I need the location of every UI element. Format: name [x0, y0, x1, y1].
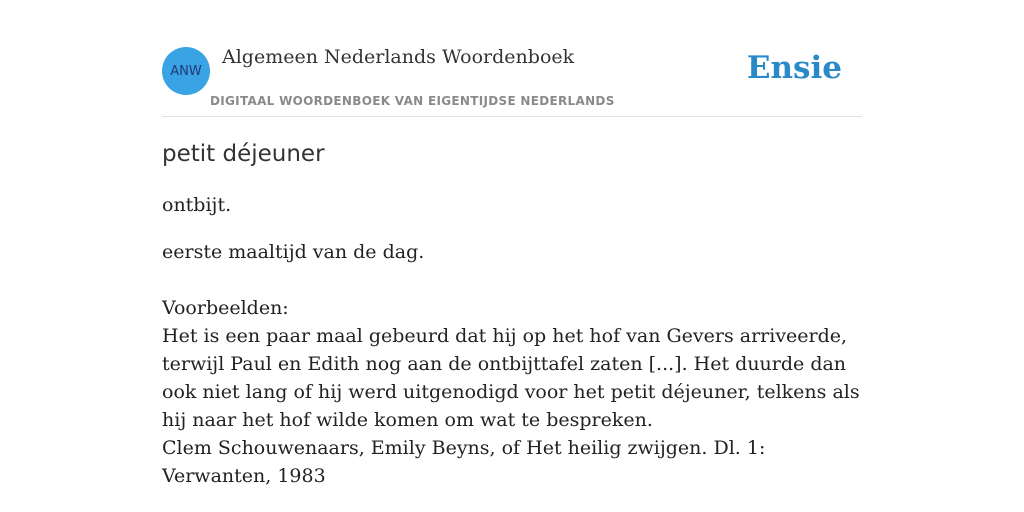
example-text: Het is een paar maal gebeurd dat hij op het hof van Gevers arriveerde, terwijl Paul en Edith nog aan de ontbijttafel zaten [...]. Het duurde dan ook niet lang of hij werd uitgenodigd voor het petit déjeuner, telkens als hij naar het hof wilde komen om wat te bespreken. — [162, 325, 860, 431]
site-subtitle: DIGITAAL WOORDENBOEK VAN EIGENTIJDSE NEDERLANDS — [210, 94, 615, 108]
example-citation: Clem Schouwenaars, Emily Beyns, of Het heilig zwijgen. Dl. 1: Verwanten, 1983 — [162, 437, 766, 487]
ensie-brand-logo[interactable]: Ensie — [746, 50, 842, 86]
anw-logo[interactable] — [162, 47, 210, 95]
logo-text: ANW — [170, 63, 202, 79]
examples-label: Voorbeelden: — [162, 297, 289, 319]
site-title[interactable]: Algemeen Nederlands Woordenboek — [222, 46, 575, 68]
entry-synonym: ontbijt. — [162, 194, 232, 216]
entry-examples — [162, 294, 862, 490]
entry-headword: petit déjeuner — [162, 141, 325, 167]
site-header — [162, 40, 862, 117]
entry-definition: eerste maaltijd van de dag. — [162, 241, 425, 263]
entry-content — [162, 138, 862, 490]
